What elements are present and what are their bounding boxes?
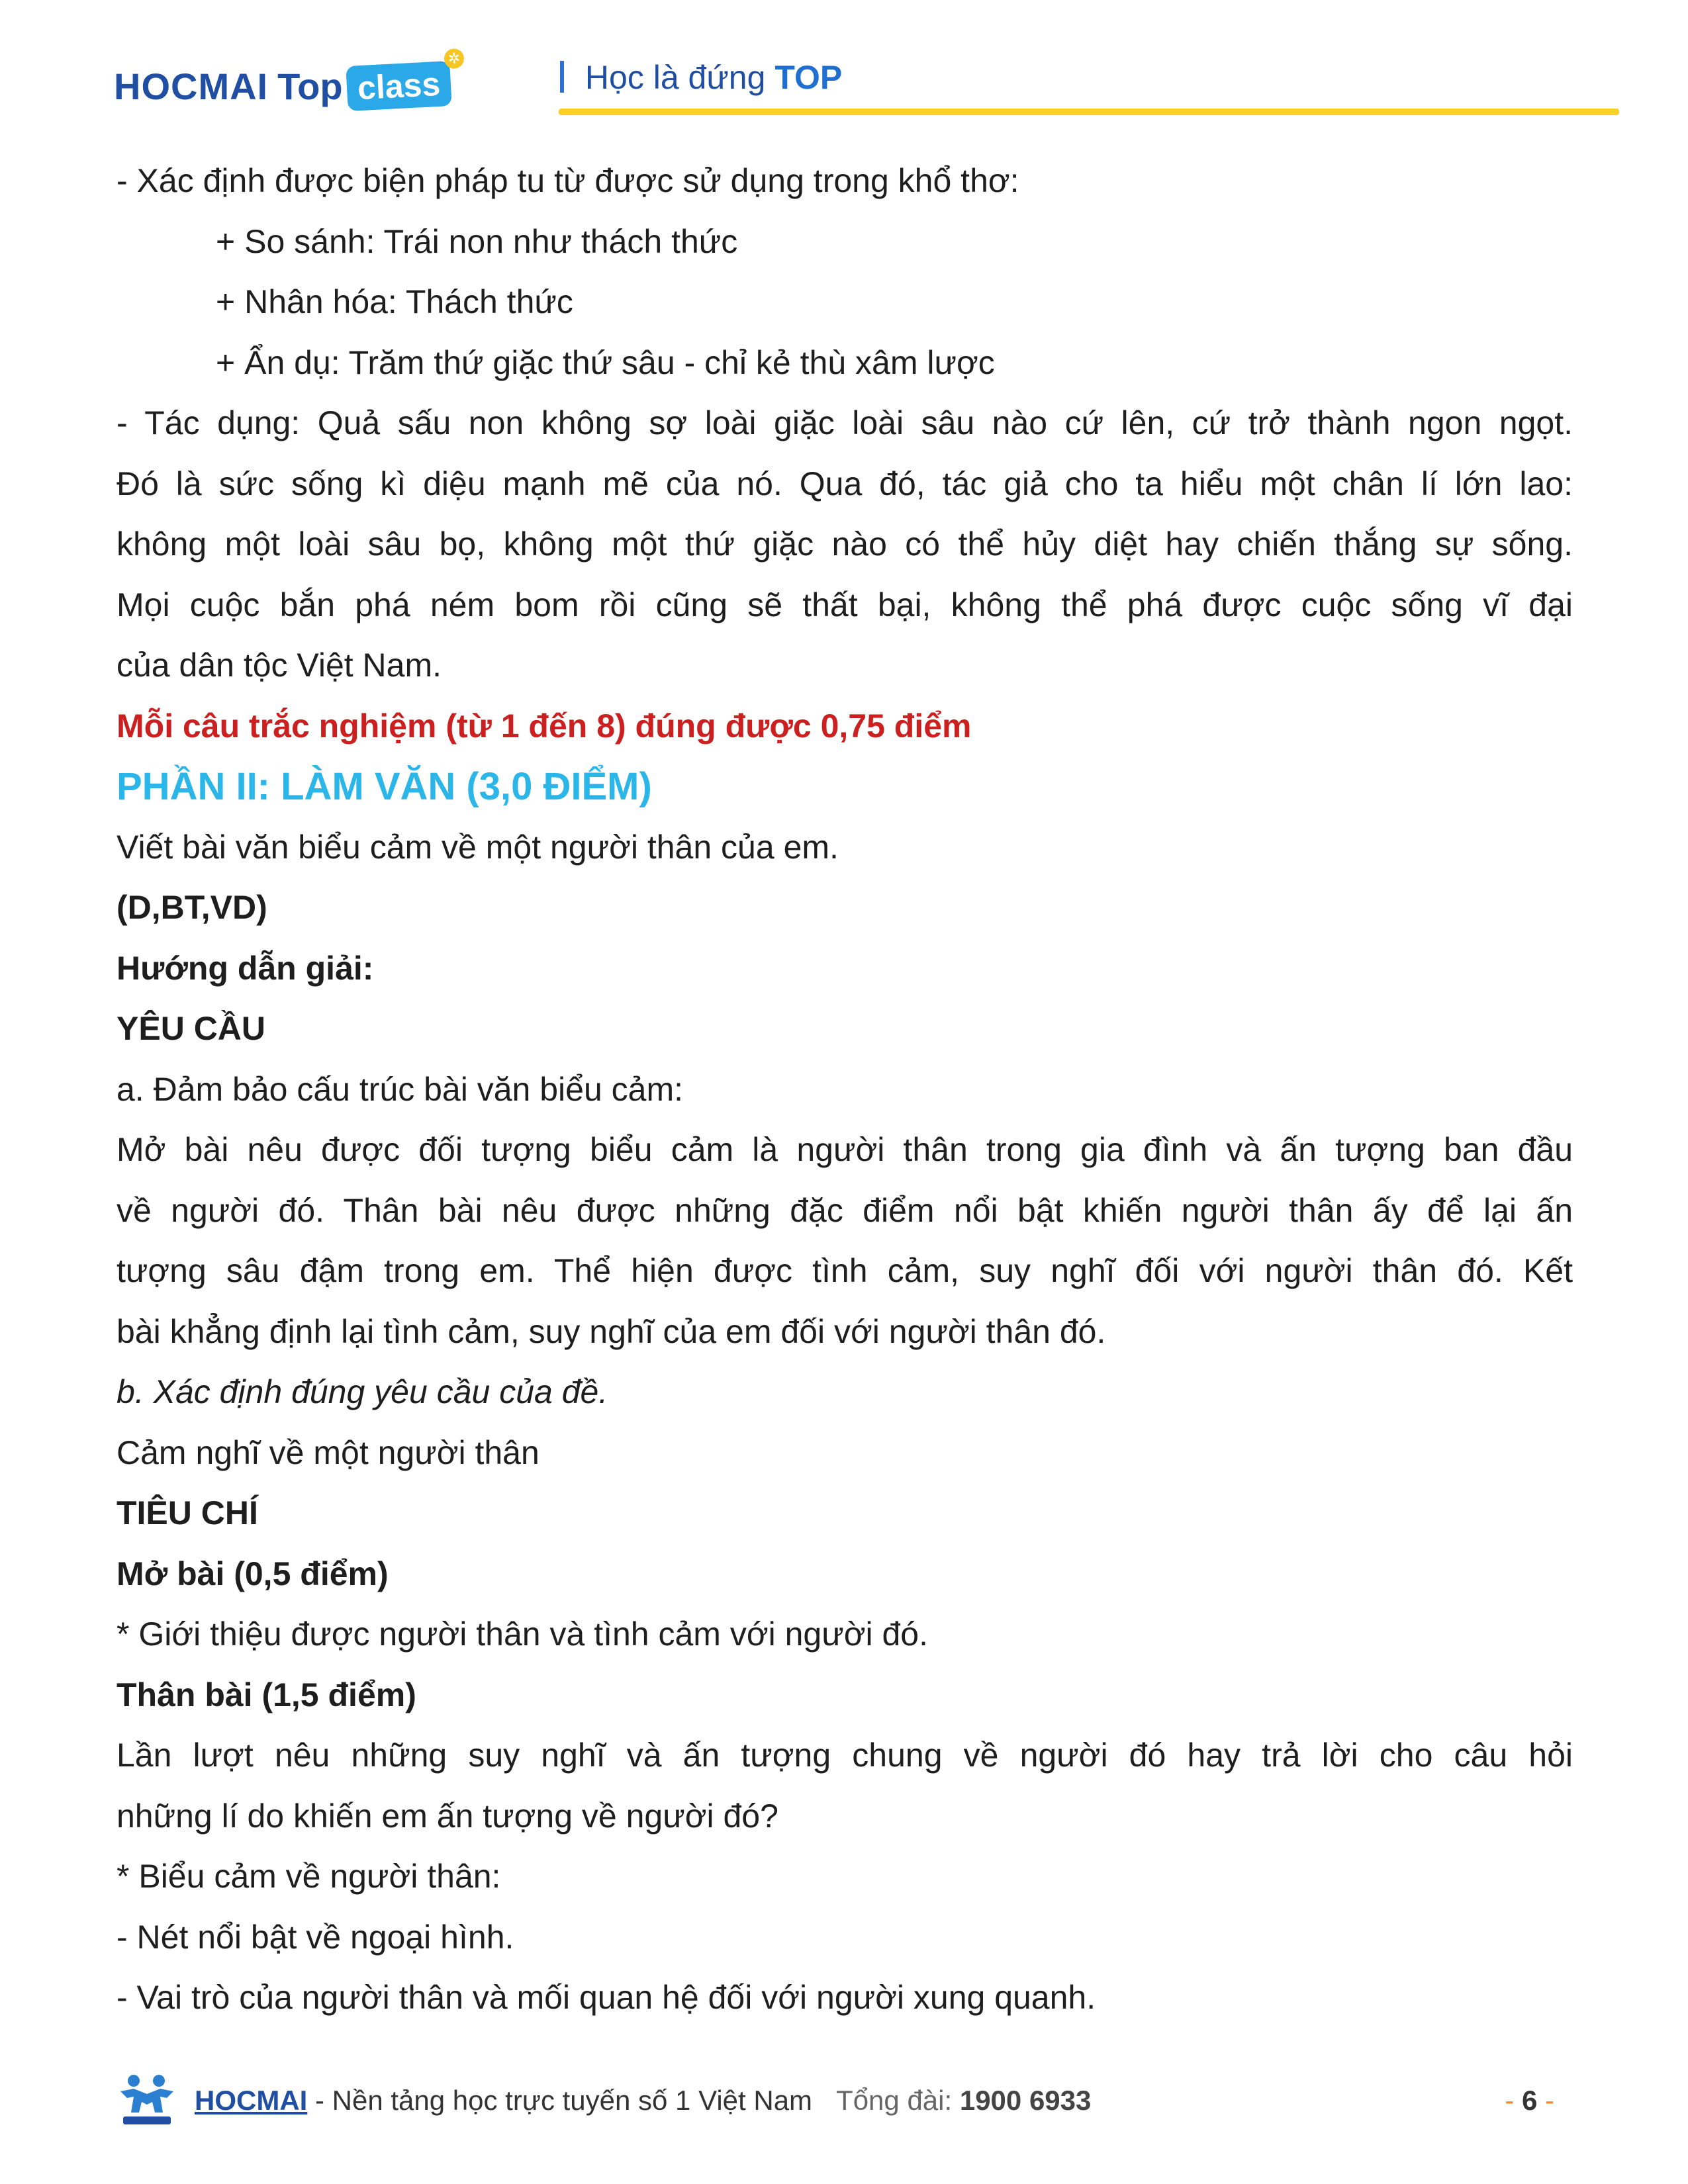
slogan-top: TOP [774,59,843,96]
subsection-heading: Mở bài (0,5 điểm) [117,1555,389,1592]
text-line: - Nét nổi bật về ngoại hình. [117,1918,514,1956]
page-header [114,42,1511,115]
text-line: * Biểu cảm về người thân: [117,1858,501,1895]
text-line: Cảm nghĩ về một người thân [117,1433,539,1471]
page-number-suffix: - [1537,2085,1554,2116]
list-item: + Ẩn dụ: Trăm thứ giặc thứ sâu - chỉ kẻ thù xâm lược [216,343,995,381]
hocmai-topclass-logo [114,50,461,113]
list-item: + So sánh: Trái non như thách thức [216,222,738,260]
text-line: b. Xác định đúng yêu cầu của đề. [117,1373,608,1410]
subsection-heading: Thân bài (1,5 điểm) [117,1676,416,1713]
paragraph-line: của dân tộc Việt Nam. [117,647,442,684]
page-number-value: 6 [1521,2085,1538,2116]
section-heading: PHẦN II: LÀM VĂN (3,0 ĐIỂM) [117,765,652,808]
page-footer [114,2071,1570,2131]
slogan-text: Học là đứng [585,59,766,96]
paragraph-line: tượng sâu đậm trong em. Thể hiện được tình cảm, suy nghĩ đối với người thân đó. Kết [117,1252,1573,1289]
header-underline [559,109,1619,115]
scoring-note: Mỗi câu trắc nghiệm (từ 1 đến 8) đúng được 0,75 điểm [117,707,972,745]
logo-class-badge [346,50,461,111]
text-line: - Vai trò của người thân và mối quan hệ đối với người xung quanh. [117,1979,1096,2016]
page-number [1505,2085,1554,2116]
logo-top-text: Top [277,65,343,107]
star-icon: ✲ [444,48,465,69]
text-line: * Giới thiệu được người thân và tình cảm với người đó. [117,1615,929,1653]
footer-tagline: - Nền tảng học trực tuyến số 1 Việt Nam [307,2085,813,2116]
paragraph-line: về người đó. Thân bài nêu được những đặc điểm nổi bật khiến người thân ấy để lại ấn [117,1191,1573,1229]
paragraph-line: Mở bài nêu được đối tượng biểu cảm là người thân trong gia đình và ấn tượng ban đầu [117,1131,1573,1168]
paragraph-line: bài khẳng định lại tình cảm, suy nghĩ của em đối với người thân đó. [117,1312,1106,1350]
hotline-label: Tổng đài: [836,2085,960,2116]
level-tag: (D,BT,VD) [117,889,267,926]
requirements-heading: YÊU CẦU [117,1010,266,1047]
slogan-divider [560,61,564,93]
paragraph-line: Lần lượt nêu những suy nghĩ và ấn tượng chung về người đó hay trả lời cho câu hỏi [117,1737,1573,1774]
footer-text [195,2085,1091,2116]
paragraph-line: - Tác dụng: Quả sấu non không sợ loài giặc loài sâu nào cứ lên, cứ trở thành ngon ngọt. [117,404,1573,441]
document-body [117,151,1573,2028]
criteria-heading: TIÊU CHÍ [117,1494,258,1531]
list-item: + Nhân hóa: Thách thức [216,283,573,320]
text-line: a. Đảm bảo cấu trúc bài văn biểu cảm: [117,1070,684,1108]
guide-heading: Hướng dẫn giải: [117,949,374,987]
footer-brand-link[interactable]: HOCMAI [195,2085,308,2116]
essay-prompt: Viết bài văn biểu cảm về một người thân của em. [117,828,839,866]
paragraph-line: Mọi cuộc bắn phá ném bom rồi cũng sẽ thất bại, không thể phá được cuộc sống vĩ đại [117,586,1573,623]
header-slogan [560,58,842,97]
logo-hocmai-text: HOCMAI [114,65,269,107]
hotline-number: 1900 6933 [959,2085,1092,2116]
text-line: - Xác định được biện pháp tu từ được sử dụng trong khổ thơ: [117,162,1019,199]
paragraph-line: Đó là sức sống kì diệu mạnh mẽ của nó. Qua đó, tác giả cho ta hiểu một chân lí lớn lao: [117,465,1573,502]
paragraph-line: những lí do khiến em ấn tượng về người đó? [117,1797,778,1835]
hocmai-people-logo-icon [114,2071,180,2131]
logo-class-text: class [356,65,442,107]
paragraph-line: không một loài sâu bọ, không một thứ giặc nào có thể hủy diệt hay chiến thắng sự sống. [117,525,1573,563]
page-number-prefix: - [1505,2085,1522,2116]
